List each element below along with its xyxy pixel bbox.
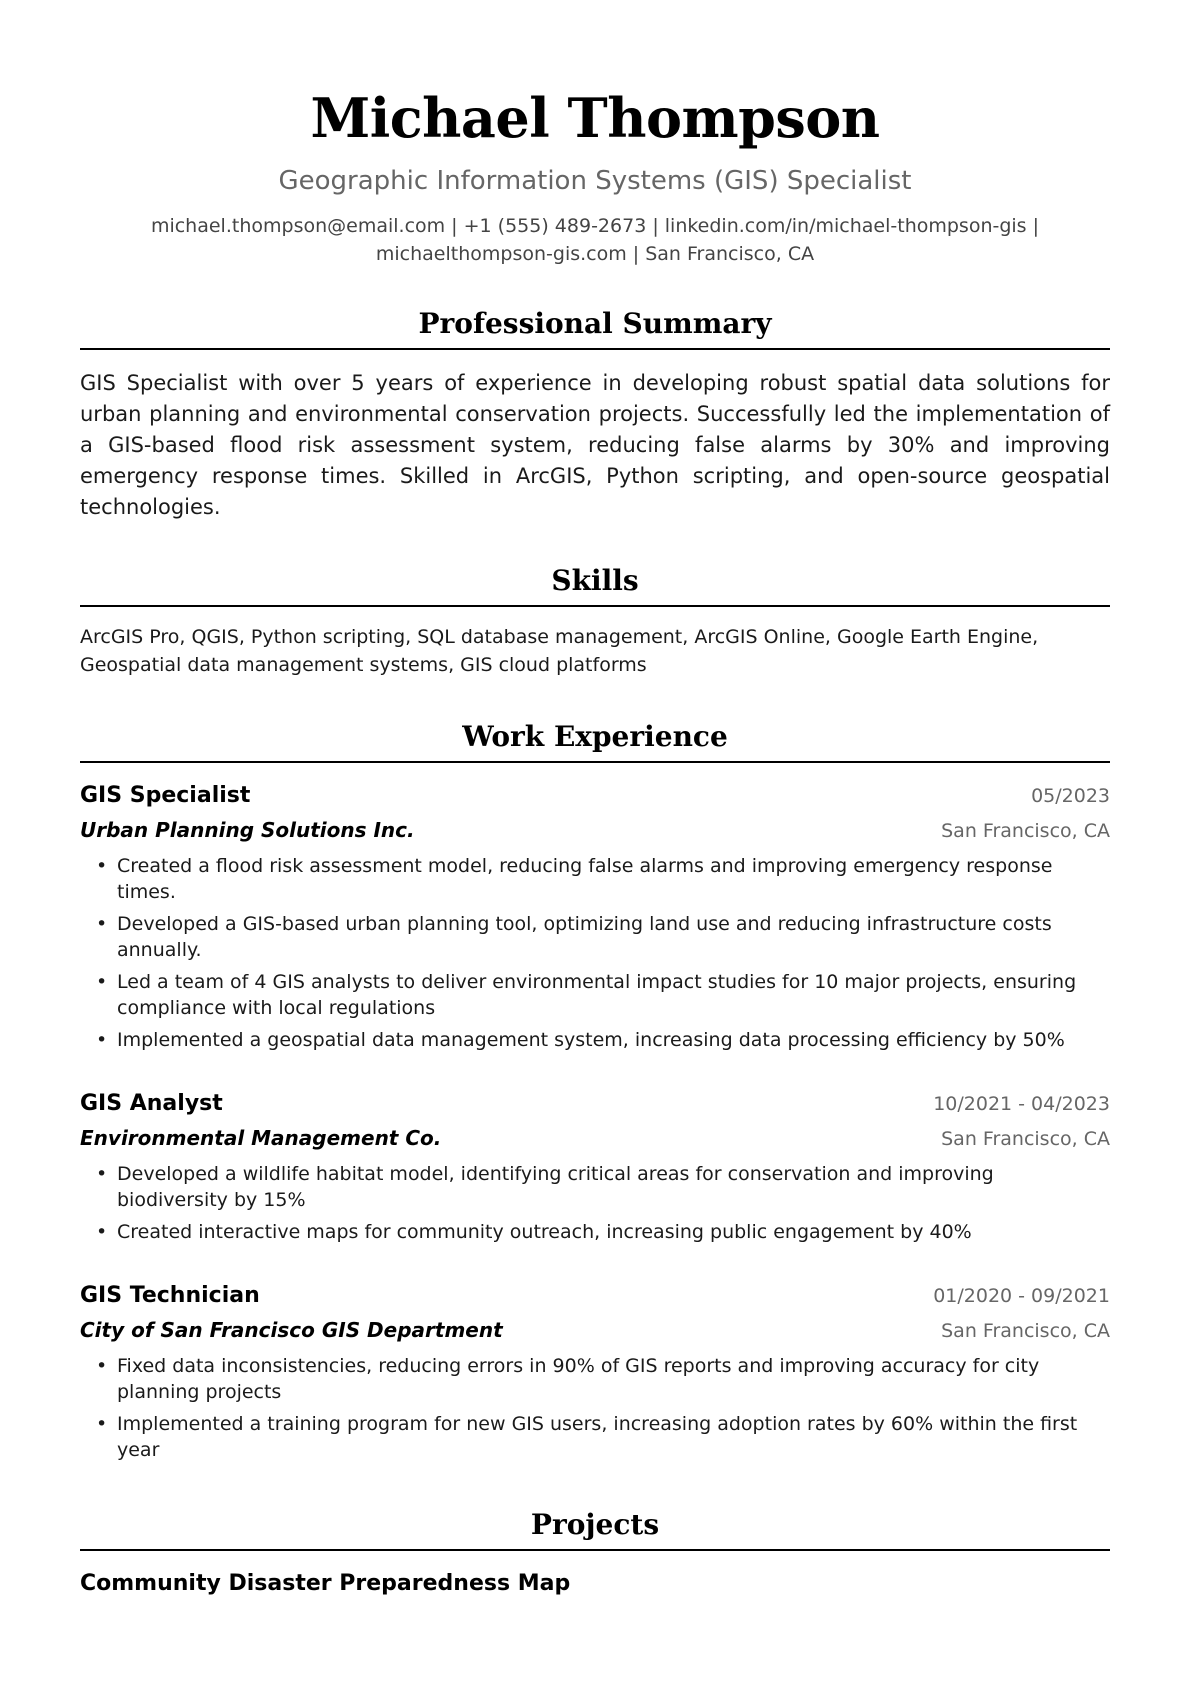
job-title: GIS Analyst: [80, 1091, 223, 1116]
job-entry: [80, 781, 1110, 1053]
contact-info: [80, 212, 1110, 268]
experience-section: [80, 719, 1110, 1463]
candidate-name: Michael Thompson: [310, 86, 880, 150]
contact-line-1: michael.thompson@email.com | +1 (555) 489-2673 | linkedin.com/in/michael-thompson-gis |: [150, 215, 1040, 237]
contact-line-2: michaelthompson-gis.com | San Francisco, CA: [375, 243, 815, 265]
job-date: 10/2021 - 04/2023: [933, 1093, 1110, 1115]
skills-text: ArcGIS Pro, QGIS, Python scripting, SQL database management, ArcGIS Online, Google Earth Engine, Geospatial data management systems, GIS cloud platforms: [80, 626, 1039, 676]
summary-text: GIS Specialist with over 5 years of experience in developing robust spatial data solutions for urban planning and environmental conservation projects. Successfully led the implementation of a GIS-based flood risk assessment system, reducing false alarms by 30% and improving emergency response times. Skilled in ArcGIS, Python scripting, and open-source geospatial technologies.: [80, 371, 1110, 519]
job-title: GIS Specialist: [80, 783, 251, 808]
job-bullets: [80, 1353, 1110, 1463]
job-date: 01/2020 - 09/2021: [933, 1285, 1110, 1307]
job-bullet: • Implemented a geospatial data management system, increasing data processing efficiency by 50%: [80, 1027, 1110, 1053]
projects-section: [80, 1507, 1110, 1599]
job-company: Urban Planning Solutions Inc.: [80, 818, 415, 842]
candidate-title: Geographic Information Systems (GIS) Specialist: [278, 166, 912, 196]
job-bullets: [80, 1161, 1110, 1245]
job-entry: [80, 1281, 1110, 1463]
experience-heading: Work Experience: [80, 719, 1110, 763]
job-bullet: • Developed a wildlife habitat model, identifying critical areas for conservation and improving biodiversity by 15%: [80, 1161, 1110, 1213]
job-bullet: • Developed a GIS-based urban planning tool, optimizing land use and reducing infrastructure costs annually.: [80, 911, 1110, 963]
job-company: Environmental Management Co.: [80, 1126, 442, 1150]
summary-section: [80, 306, 1110, 523]
project-title: Community Disaster Preparedness Map: [80, 1571, 571, 1596]
job-location: San Francisco, CA: [941, 1320, 1110, 1342]
job-entry: [80, 1089, 1110, 1245]
job-bullet: • Created interactive maps for community outreach, increasing public engagement by 40%: [80, 1219, 1110, 1245]
job-location: San Francisco, CA: [941, 1128, 1110, 1150]
summary-heading: Professional Summary: [80, 306, 1110, 350]
skills-heading: Skills: [80, 563, 1110, 607]
job-location: San Francisco, CA: [941, 820, 1110, 842]
job-title: GIS Technician: [80, 1283, 260, 1308]
job-date: 05/2023: [1031, 785, 1110, 807]
job-bullets: [80, 853, 1110, 1053]
job-bullet: • Fixed data inconsistencies, reducing errors in 90% of GIS reports and improving accuracy for city planning projects: [80, 1353, 1110, 1405]
job-bullet: • Created a flood risk assessment model, reducing false alarms and improving emergency response times.: [80, 853, 1110, 905]
job-company: City of San Francisco GIS Department: [80, 1318, 503, 1342]
job-bullet: • Led a team of 4 GIS analysts to deliver environmental impact studies for 10 major projects, ensuring compliance with local regulations: [80, 969, 1110, 1021]
projects-heading: Projects: [80, 1507, 1110, 1551]
skills-section: [80, 563, 1110, 679]
job-bullet: • Implemented a training program for new GIS users, increasing adoption rates by 60% within the first year: [80, 1411, 1110, 1463]
